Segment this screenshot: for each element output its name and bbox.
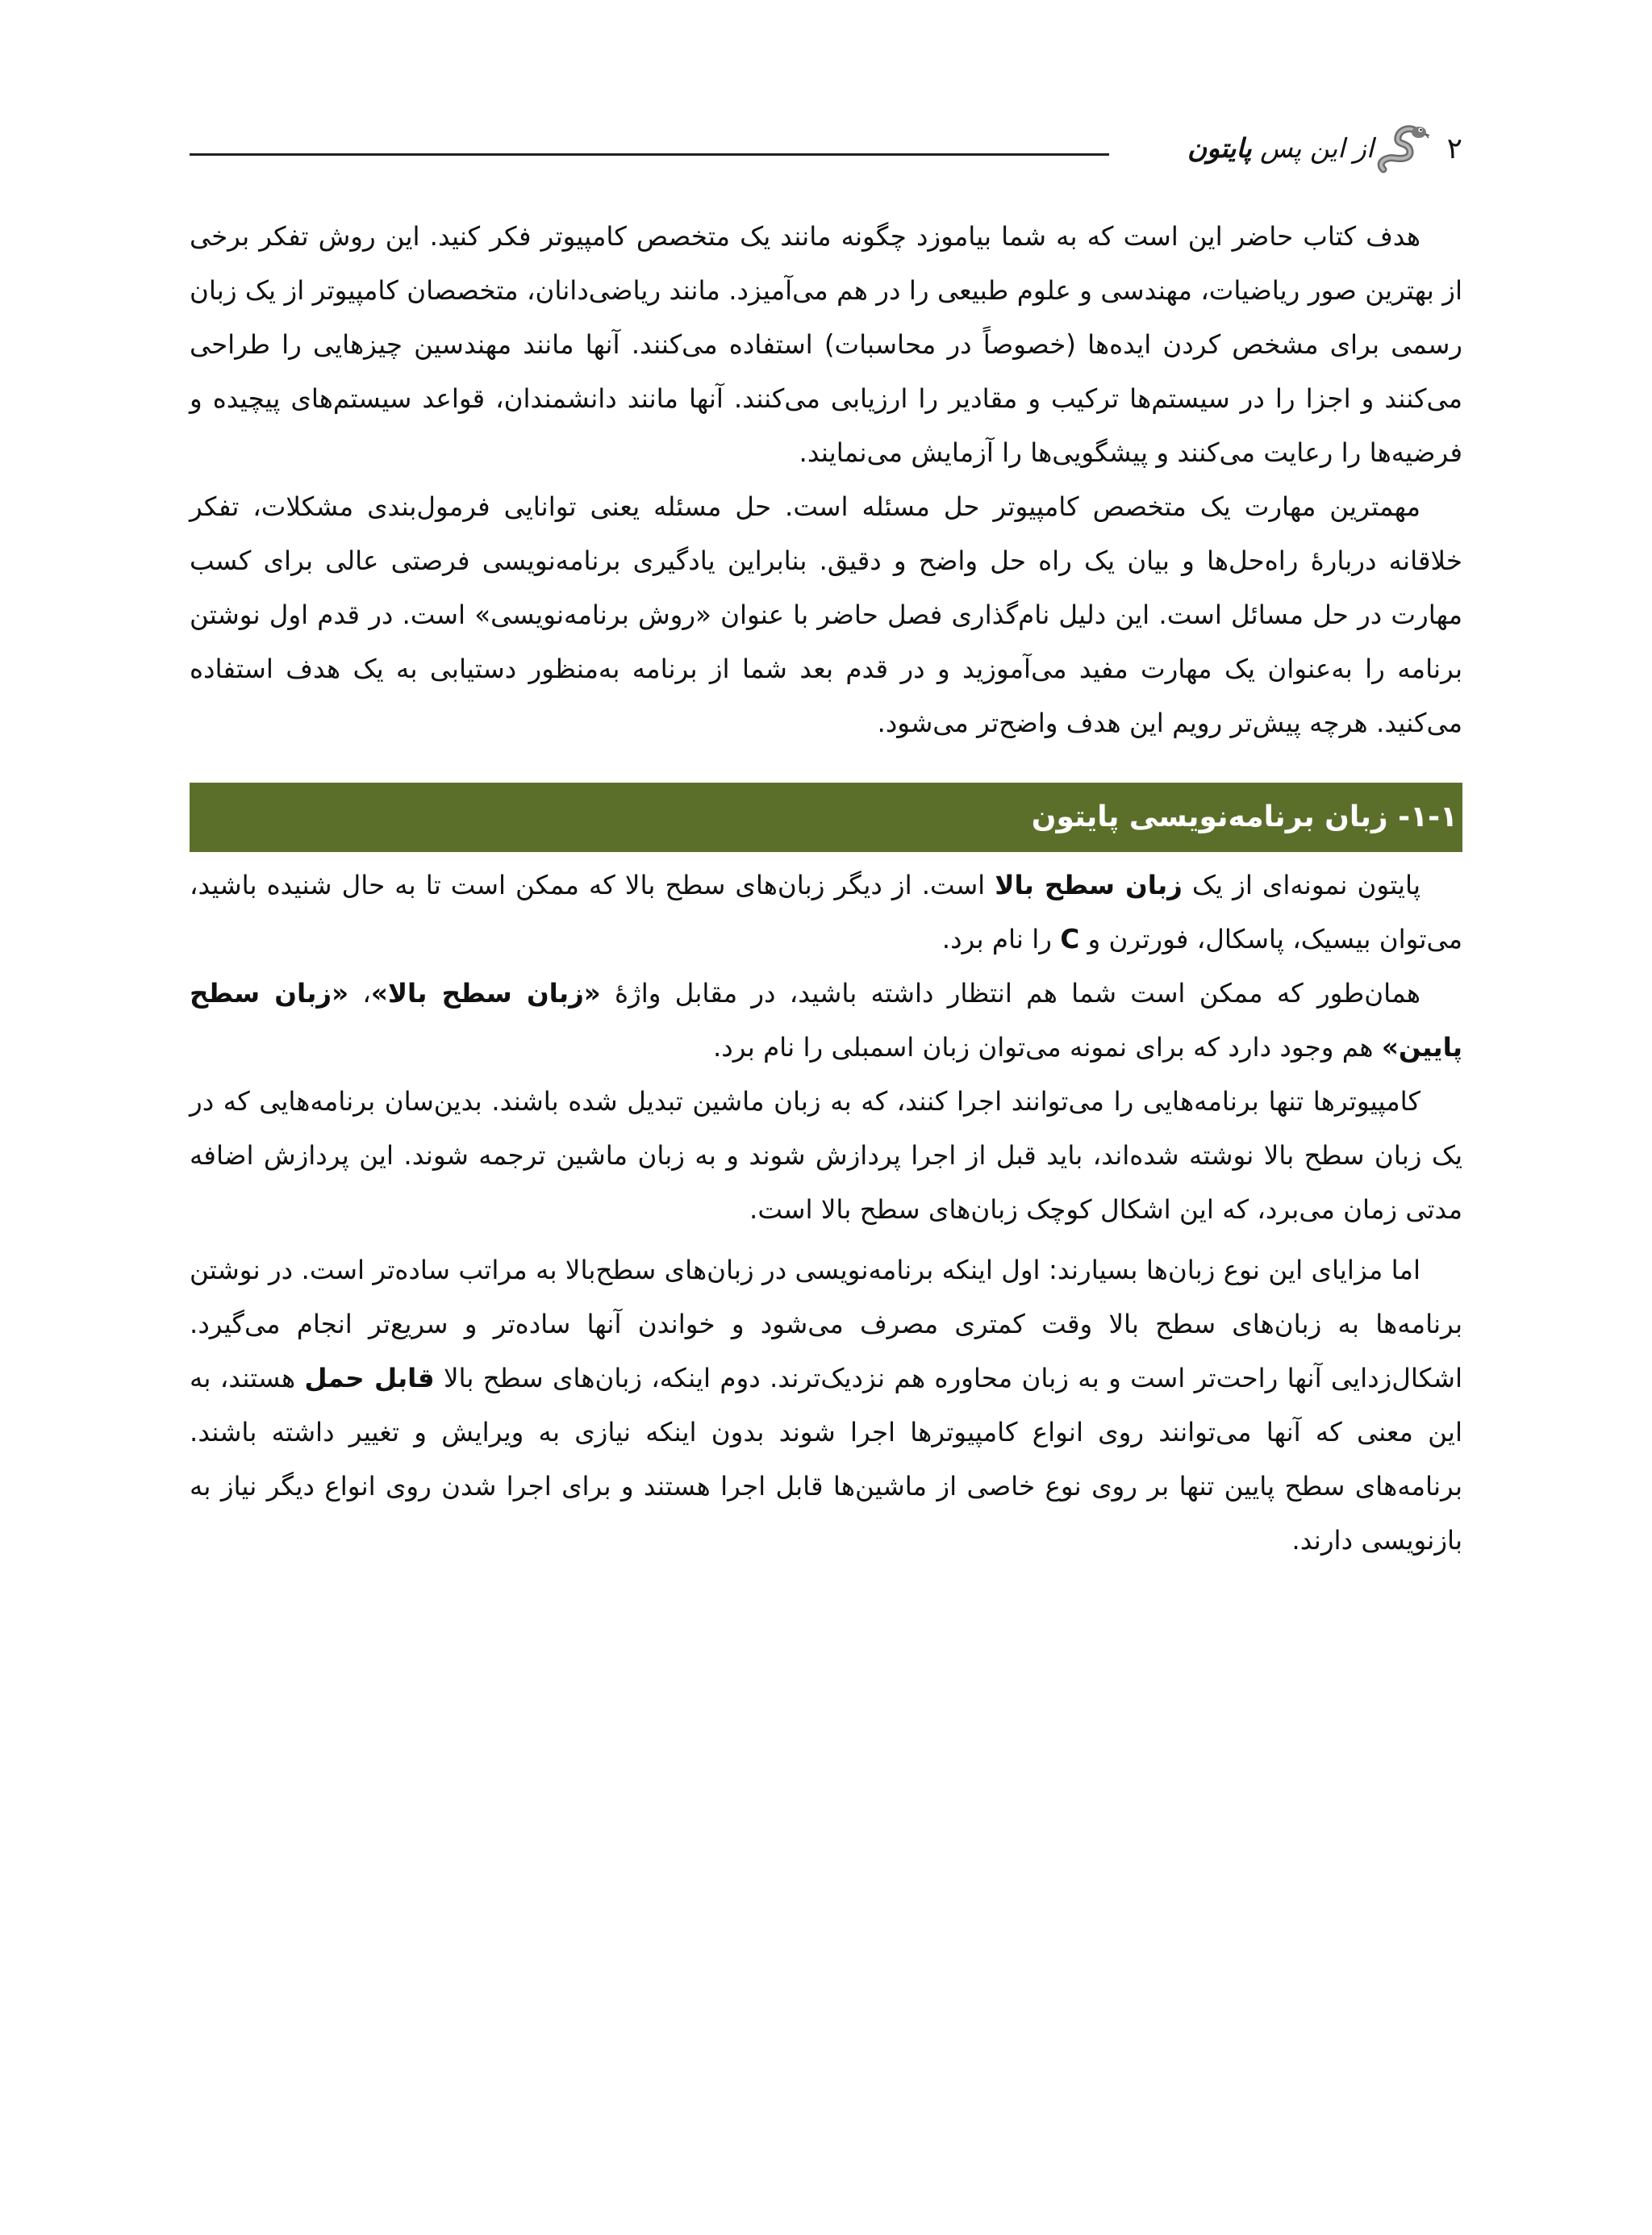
bold-term: قابل حمل (304, 1363, 435, 1393)
text-run: هم وجود دارد که برای نمونه می‌توان زبان اسمبلی را نام برد. (712, 1032, 1382, 1063)
text-run: اما مزایای این نوع زبان‌ها بسیارند: اول اینکه برنامه‌نویسی در زبان‌های سطح‌بالا به مراتب ساده‌تر است. در نوشتن برنامه‌ها به زبان‌های سطح بالا وقت کمتری مصرف می‌شود و خواندن آنها ساده‌تر و سریع‌تر انجام می‌گیرد. اشکال‌زدایی آنها راحت‌تر است و به زبان محاوره هم نزدیک‌ترند. دوم اینکه، زبان‌های سطح بالا (190, 1255, 1462, 1393)
section-paragraph-4 (190, 1243, 1462, 1568)
page-body (190, 210, 1462, 1568)
paragraph-gap (190, 1237, 1462, 1243)
section-paragraph-2 (190, 967, 1462, 1075)
snake-mascot-icon (1374, 121, 1430, 178)
header-rule (190, 153, 1109, 156)
text-run: هستند، به این معنی که آنها می‌توانند روی انواع کامپیوترها اجرا شوند بدون اینکه نیازی به ویرایش و تغییر داشته باشند. برنامه‌های سطح پایین تنها بر روی نوع خاصی از ماشین‌ها قابل اجرا هستند و برای اجرا شدن روی انواع دیگر نیاز به بازنویسی دارند. (190, 1363, 1462, 1556)
intro-paragraph-2: مهمترین مهارت یک متخصص کامپیوتر حل مسئله است. حل مسئله یعنی توانایی فرمول‌بندی مشکلات، تفکر خلاقانه دربارهٔ راه‌حل‌ها و بیان یک راه حل واضح و دقیق. بنابراین یادگیری برنامه‌نویسی فرصتی عالی برای کسب مهارت در حل مسائل است. این دلیل نام‌گذاری فصل حاضر با عنوان «روش برنامه‌نویسی» است. در قدم اول نوشتن برنامه را به‌عنوان یک مهارت مفید می‌آموزید و در قدم بعد شما از برنامه به‌منظور دستیابی به یک هدف استفاده می‌کنید. هرچه پیش‌تر رویم این هدف واضح‌تر می‌شود. (190, 491, 1462, 738)
bold-term: «زبان سطح پایین» (190, 978, 1462, 1063)
bold-term: زبان سطح بالا (995, 870, 1183, 900)
page-number: ۲ (1446, 132, 1462, 165)
text-run: است. از دیگر زبان‌های سطح بالا که ممکن است تا به حال شنیده باشید، می‌توان بیسیک، پاسکال، فورترن و (190, 870, 1462, 955)
running-title-brand: پایتون (1187, 132, 1252, 164)
bold-term: C (1060, 924, 1080, 955)
section-paragraph-1 (190, 858, 1462, 967)
text-run: همان‌طور که ممکن است شما هم انتظار داشته باشید، در مقابل واژهٔ (600, 978, 1420, 1009)
text-run: پایتون نمونه‌ای از یک (1182, 870, 1420, 900)
intro-paragraph-1: هدف کتاب حاضر این است که به شما بیاموزد چگونه مانند یک متخصص کامپیوتر فکر کنید. این روش تفکر برخی از بهترین صور ریاضیات، مهندسی و علوم طبیعی را در هم می‌آمیزد. مانند ریاضی‌دانان، متخصصان کامپیوتر از یک زبان رسمی برای مشخص کردن ایده‌ها (خصوصاً در محاسبات) استفاده می‌کنند. آنها مانند مهندسین چیزهایی را طراحی می‌کنند و اجزا را در سیستم‌ها ترکیب و مقادیر را ارزیابی می‌کنند. آنها مانند دانشمندان، قواعد سیستم‌های پیچیده و فرضیه‌ها را رعایت می‌کنند و پیشگویی‌ها را آزمایش می‌نمایند. (190, 221, 1462, 468)
section-heading: ۱-۱- زبان برنامه‌نویسی پایتون (190, 783, 1462, 852)
text-run: را نام برد. (941, 924, 1061, 955)
running-title-lead: از این پس (1260, 132, 1374, 164)
text-run: ، (348, 978, 371, 1009)
bold-term: «زبان سطح بالا» (370, 978, 601, 1009)
book-page (190, 121, 1462, 2187)
page-header (190, 121, 1462, 186)
running-title (1187, 132, 1374, 164)
section-paragraph-3: کامپیوترها تنها برنامه‌هایی را می‌توانند اجرا کنند، که به زبان ماشین تبدیل شده باشند. بدین‌سان برنامه‌هایی که در یک زبان سطح بالا نوشته شده‌اند، باید قبل از اجرا پردازش شوند و به زبان ماشین ترجمه شوند. این پردازش اضافه مدتی زمان می‌برد، که این اشکال کوچک زبان‌های سطح بالا است. (190, 1086, 1462, 1225)
